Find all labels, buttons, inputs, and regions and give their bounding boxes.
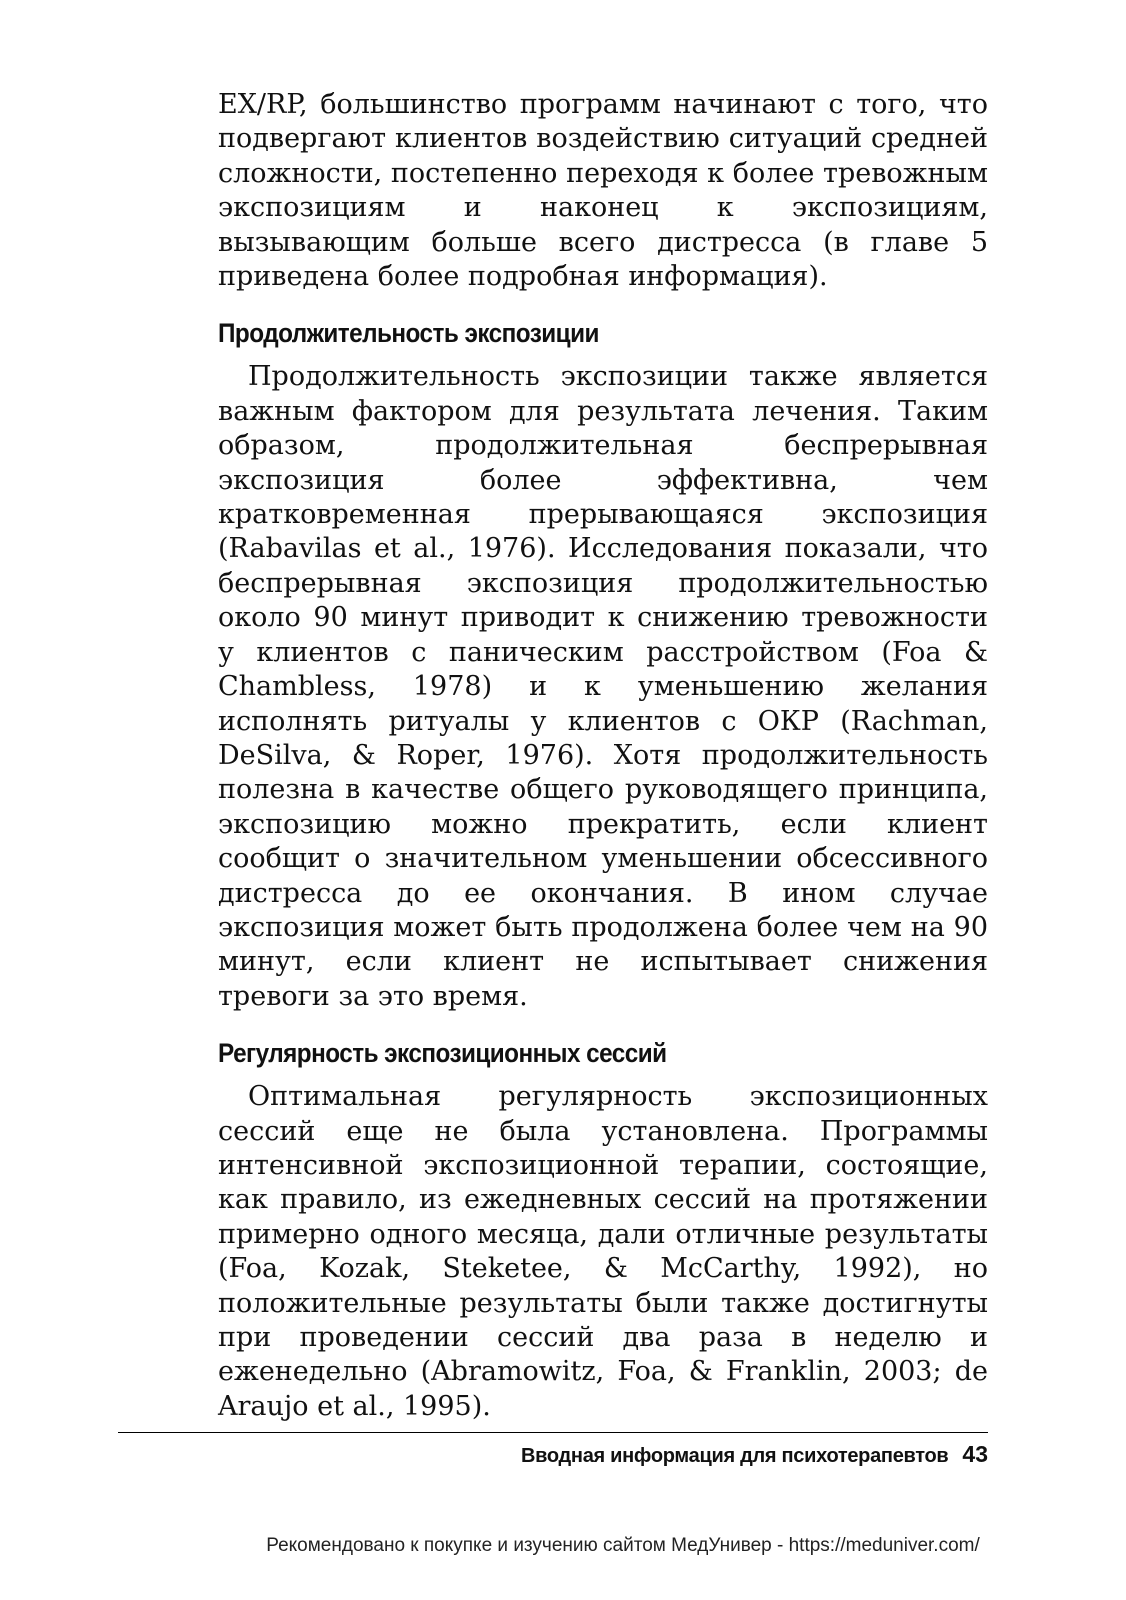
page-footer (118, 1441, 988, 1468)
page-body (218, 88, 988, 1424)
section-heading-regularity: Регулярность экспозиционных сессий (218, 1038, 667, 1069)
watermark-text: Рекомендовано к покупке и изучению сайтом МедУнивер - https://meduniver.com/ (266, 1535, 980, 1556)
section-heading-duration: Продолжительность экспозиции (218, 318, 599, 349)
page-number: 43 (962, 1441, 988, 1467)
regularity-paragraph: Оптимальная регулярность экспозиционных сессий еще не была установлена. Программы интенсивной экспозиционной терапии, состоящие, как правило, из ежедневных сессий на протяжении примерно одного месяца, дали отличные результаты (Foa, Kozak, Steketee, & McCarthy, 1992), но положительные результаты были также достигнуты при проведении сессий два раза в неделю и еженедельно (Abramowitz, Foa, & Franklin, 2003; de Araujo et al., 1995). (218, 1081, 988, 1422)
running-title: Вводная информация для психотерапевтов (520, 1445, 949, 1467)
intro-paragraph: EX/RP, большинство программ начинают с того, что подвергают клиентов воздействию ситуаций средней сложности, постепенно переходя к более тревожным экспозициям и наконец к экспозициям, вызывающим больше всего дистресса (в главе 5 приведена более подробная информация). (218, 89, 988, 293)
duration-paragraph: Продолжительность экспозиции также является важным фактором для результата лечения. Таким образом, продолжительная беспрерывная экспозиция более эффективна, чем кратковременная прерывающаяся экспозиция (Rabavilas et al., 1976). Исследования показали, что беспрерывная экспозиция продолжительностью около 90 минут приводит к снижению тревожности у клиентов с паническим расстройством (Foa & Chambless, 1978) и к уменьшению желания исполнять ритуалы у клиентов с ОКР (Rachman, DeSilva, & Roper, 1976). Хотя продолжительность полезна в качестве общего руководящего принципа, экспозицию можно прекратить, если клиент сообщит о значительном уменьшении обсессивного дистресса до ее окончания. В ином случае экспозиция может быть продолжена более чем на 90 минут, если клиент не испытывает снижения тревоги за это время. (218, 361, 988, 1012)
footer-rule (118, 1432, 988, 1433)
